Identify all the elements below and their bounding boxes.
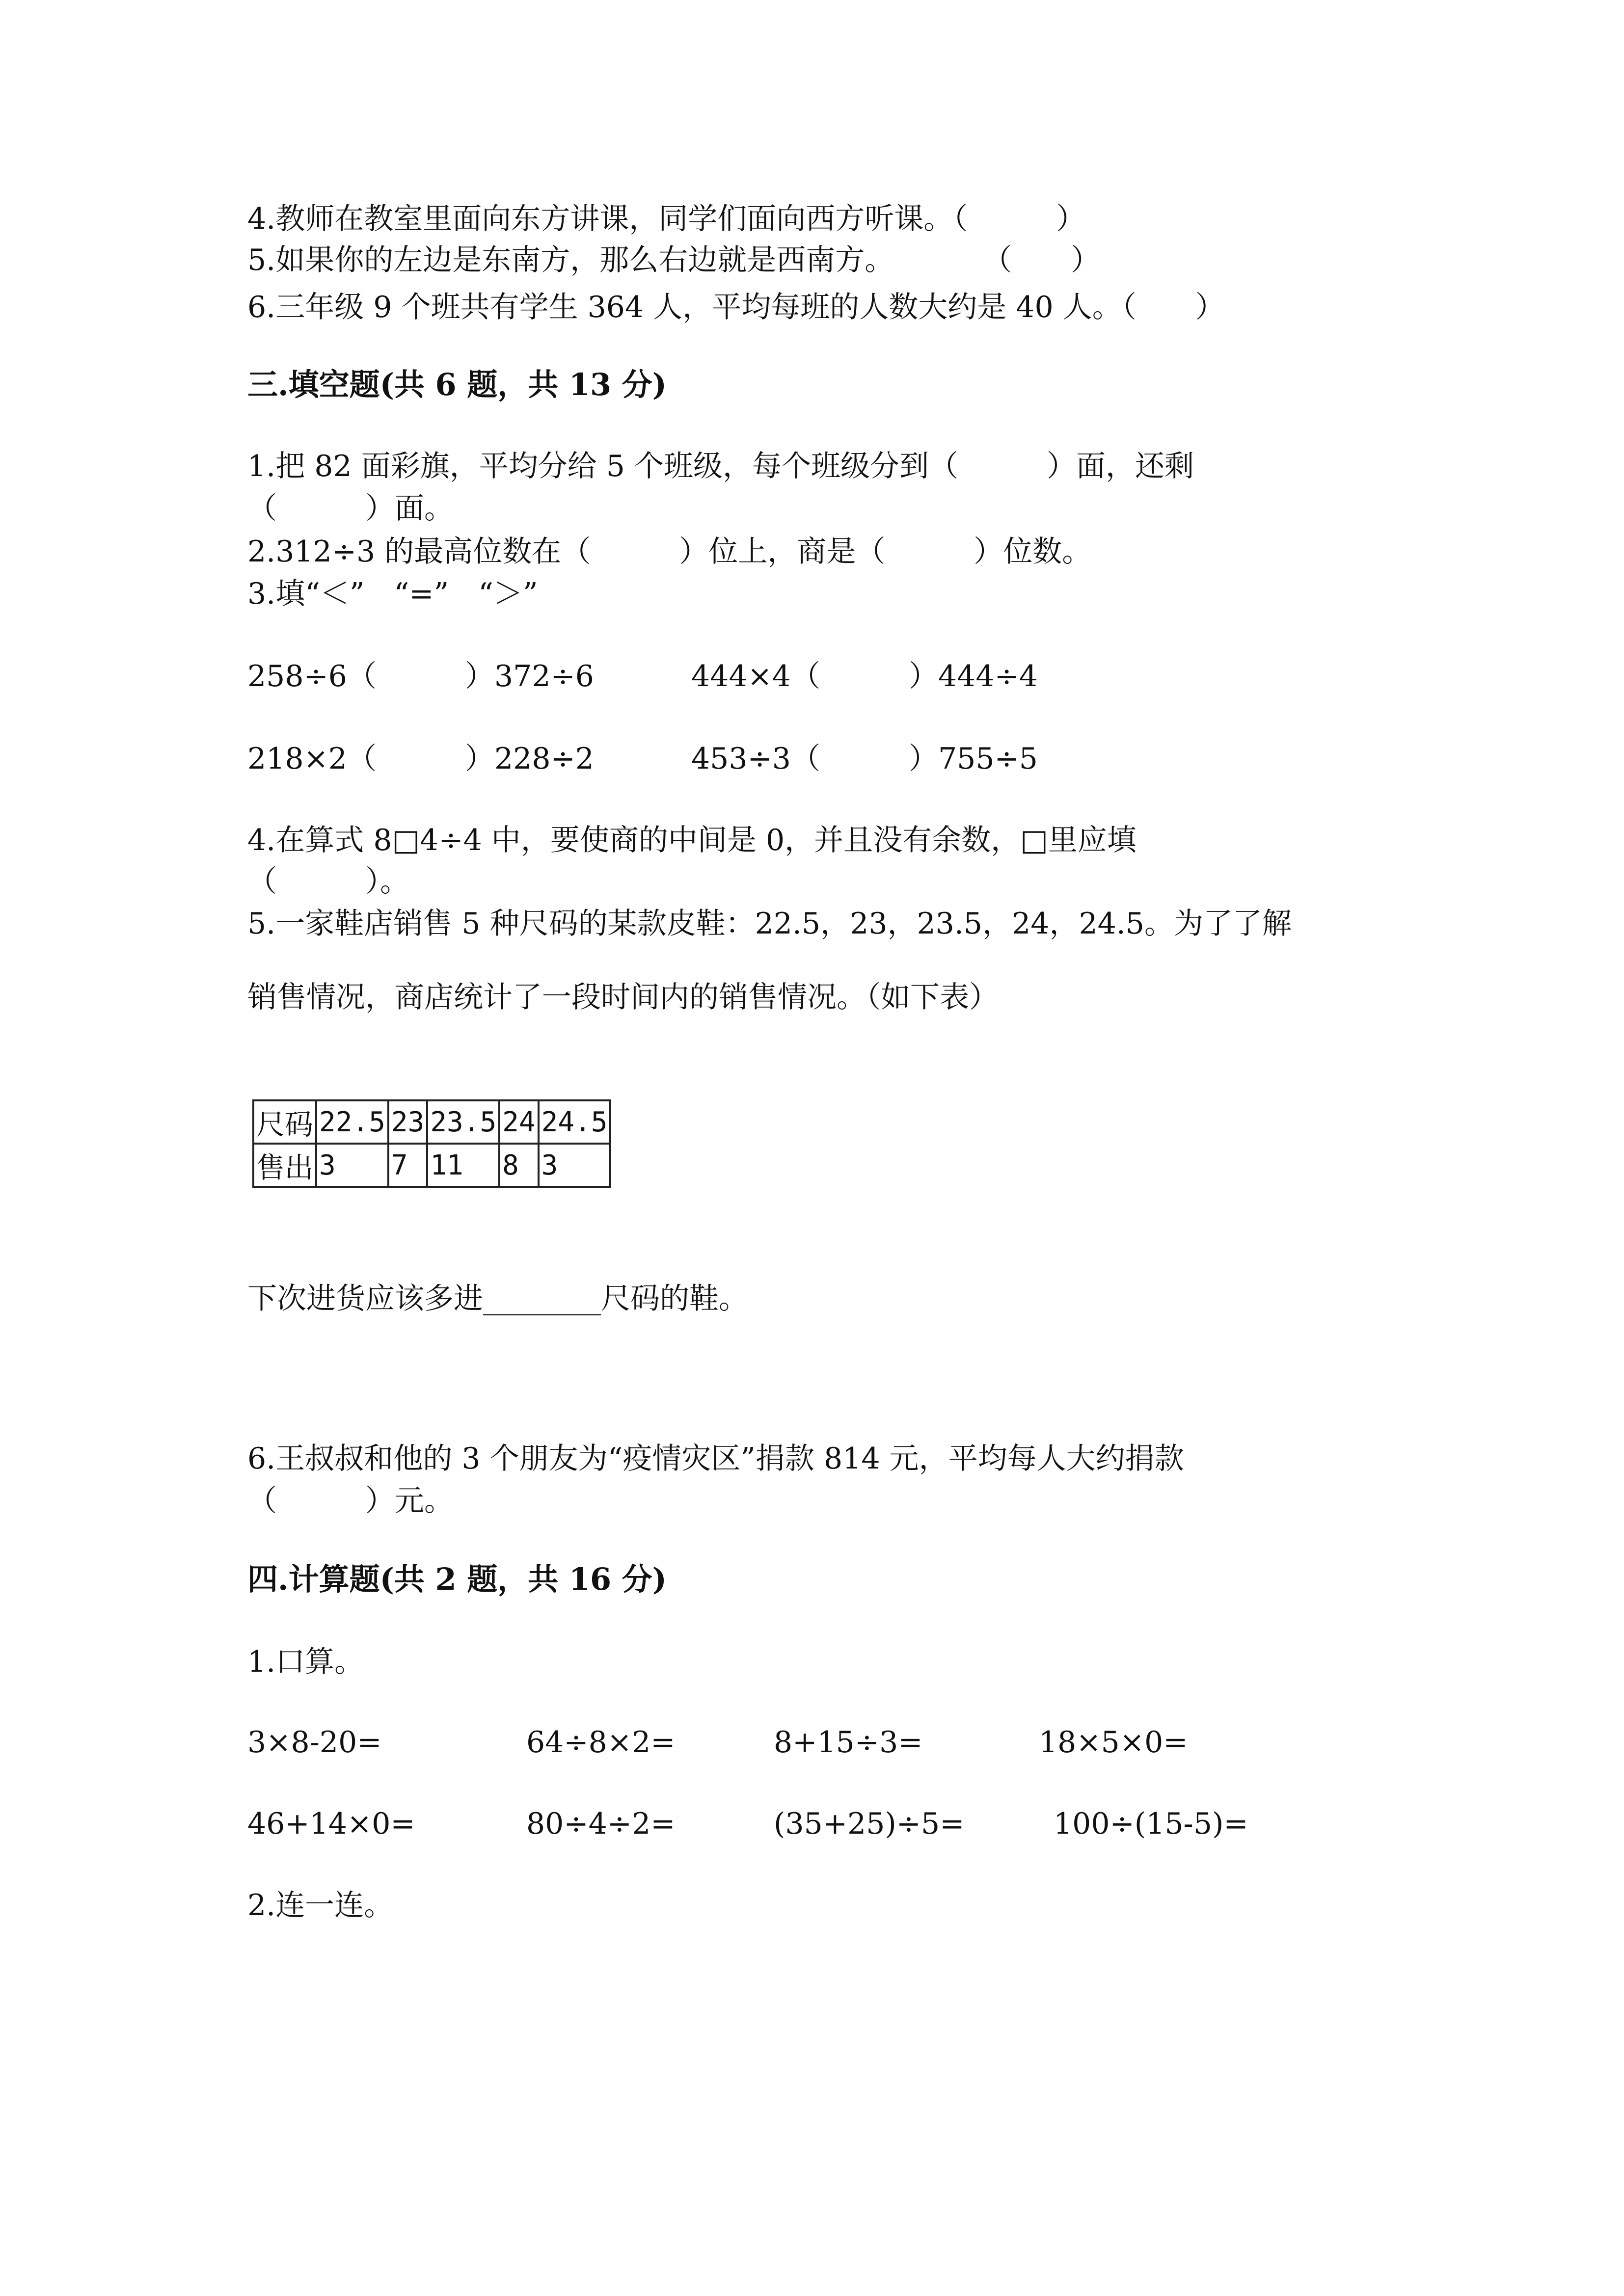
table-cell: 22.5: [316, 1100, 388, 1144]
calc-question-1: 1.口算。: [247, 1645, 364, 1679]
table-row-sold: [253, 1144, 610, 1187]
fill-question-2: 2.312÷3 的最高位数在（ ）位上，商是（ ）位数。: [247, 534, 1092, 569]
section-4-heading: 四.计算题(共 2 题，共 16 分): [247, 1561, 667, 1597]
fill-question-5-line-2: 销售情况，商店统计了一段时间内的销售情况。（如下表）: [247, 980, 999, 1015]
table-cell: 11: [427, 1144, 499, 1187]
table-cell: 8: [499, 1144, 538, 1187]
fill-question-3: 3.填“＜” “=” “＞”: [247, 577, 538, 611]
oral-calc-item: 46+14×0=: [247, 1807, 415, 1841]
table-cell: 23.5: [427, 1100, 499, 1144]
oral-calc-item: 18×5×0=: [1039, 1725, 1188, 1760]
table-cell: 3: [539, 1144, 611, 1187]
compare-item: 444×4（ ）444÷4: [691, 659, 1038, 694]
table-row-sizes: [253, 1100, 610, 1144]
compare-item: 218×2（ ）228÷2: [247, 742, 594, 776]
fill-question-6-line-2: （ ）元。: [247, 1484, 454, 1518]
section-3-heading: 三.填空题(共 6 题，共 13 分): [247, 367, 667, 402]
judge-question-4: 4.教师在教室里面向东方讲课，同学们面向西方听课。（ ）: [247, 202, 1086, 236]
table-cell: 23: [388, 1100, 427, 1144]
fill-question-4-line-2: （ ）。: [247, 864, 409, 899]
judge-question-6: 6.三年级 9 个班共有学生 364 人，平均每班的人数大约是 40 人。（ ）: [247, 290, 1225, 324]
fill-question-5-answer: 下次进货应该多进________尺码的鞋。: [247, 1281, 748, 1316]
shoe-sales-table: [252, 1099, 611, 1188]
compare-item: 258÷6（ ）372÷6: [247, 659, 594, 694]
table-cell: 7: [388, 1144, 427, 1187]
oral-calc-item: 64÷8×2=: [526, 1725, 676, 1760]
oral-calc-item: 3×8-20=: [247, 1725, 382, 1760]
fill-question-6-line-1: 6.王叔叔和他的 3 个朋友为“疫情灾区”捐款 814 元，平均每人大约捐款: [247, 1442, 1184, 1476]
fill-question-4-line-1: 4.在算式 8□4÷4 中，要使商的中间是 0，并且没有余数，□里应填: [247, 823, 1137, 857]
compare-item: 453÷3（ ）755÷5: [691, 742, 1038, 776]
table-row-label: 售出: [253, 1144, 316, 1187]
table-cell: 24.5: [539, 1100, 611, 1144]
judge-question-5: 5.如果你的左边是东南方，那么右边就是西南方。 （ ）: [247, 243, 1101, 277]
calc-question-2: 2.连一连。: [247, 1888, 394, 1922]
oral-calc-item: 8+15÷3=: [774, 1725, 923, 1760]
fill-question-1-line-2: （ ）面。: [247, 491, 454, 526]
fill-question-1-line-1: 1.把 82 面彩旗，平均分给 5 个班级，每个班级分到（ ）面，还剩: [247, 449, 1194, 483]
table-cell: 24: [499, 1100, 538, 1144]
oral-calc-item: 100÷(15-5)=: [1054, 1807, 1248, 1841]
table-cell: 3: [316, 1144, 388, 1187]
oral-calc-item: 80÷4÷2=: [526, 1807, 676, 1841]
table-row-label: 尺码: [253, 1100, 316, 1144]
oral-calc-item: (35+25)÷5=: [774, 1807, 965, 1841]
fill-question-5-line-1: 5.一家鞋店销售 5 种尺码的某款皮鞋：22.5，23，23.5，24，24.5。为了了解: [247, 907, 1292, 941]
